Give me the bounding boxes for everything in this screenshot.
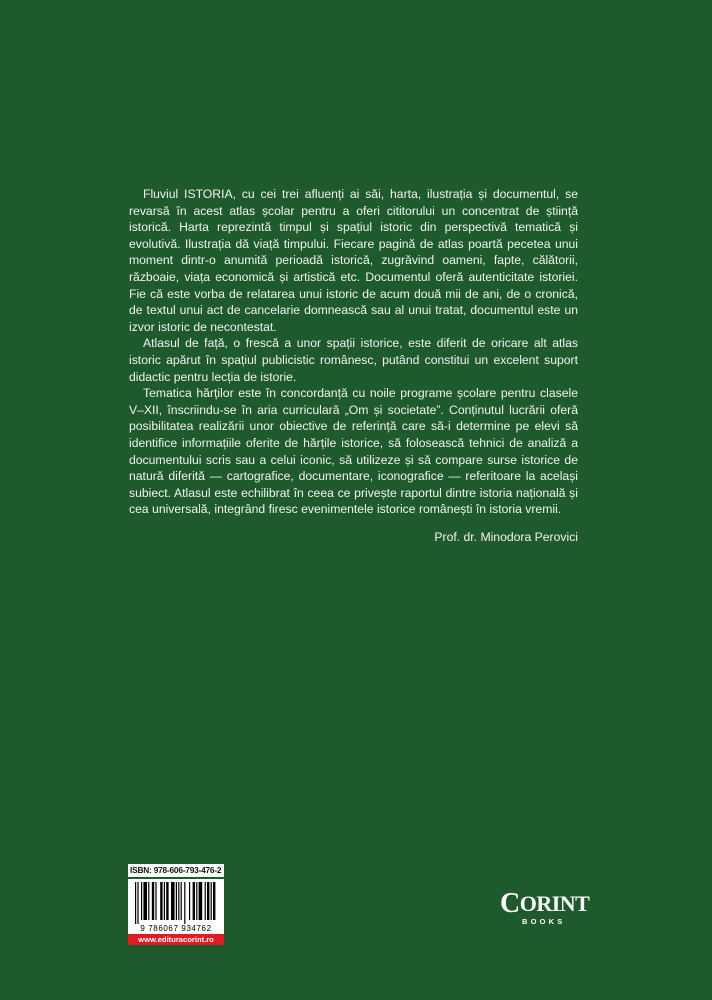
barcode-bar xyxy=(199,882,203,920)
barcode-bar xyxy=(178,882,179,920)
barcode-bar xyxy=(193,882,195,920)
logo-initial: C xyxy=(500,888,520,919)
barcode-bar xyxy=(211,882,212,920)
barcode-bars-icon xyxy=(128,879,224,925)
logo-subtitle: BOOKS xyxy=(522,917,566,926)
barcode-bar xyxy=(166,882,168,920)
barcode-bar xyxy=(189,882,190,920)
paragraph-atlas: Atlasul de față, o frescă a unor spații istorice, este diferit de oricare alt atlas istoric apărut în spațiul publicistic românesc, putând constitui un excelent suport didactic pentru lecția de istorie. xyxy=(129,336,578,384)
description-text xyxy=(129,186,578,518)
barcode-bar xyxy=(137,882,138,924)
barcode-bar xyxy=(143,882,147,920)
barcode-bar xyxy=(171,882,175,920)
barcode-digits: 9 786067 934762 xyxy=(140,924,212,933)
publisher-website-link[interactable]: www.edituracorint.ro xyxy=(128,934,224,945)
barcode-bar xyxy=(141,882,142,920)
barcode-bar xyxy=(164,882,165,920)
barcode-bar xyxy=(155,882,156,920)
paragraph-themes: Tematica hărților este în concordanță cu noile programe școlare pentru clasele V–XII, înscriindu-se în aria curriculară „Om și societate”. Conținutul lucrării oferă posibilitatea realizării unor obiective de referință care să-i determine pe elevi să identifice informațiile oferite de hărțile istorice, să folosească tehnici de analiză a documentului scris sau a celui iconic, să utilizeze și să compare surse istorice de natură diferită — cartografice, documentare, iconografice — referitoare la același subiect. Atlasul este echilibrat în ceea ce privește raportul dintre istoria națională și cea universală, integrând firesc evenimentele istorice românești în istoria vremii. xyxy=(129,386,578,517)
publisher-logo xyxy=(500,888,590,934)
barcode-bar xyxy=(181,882,182,920)
barcode-bar xyxy=(213,882,215,920)
barcode-bar xyxy=(184,882,185,924)
isbn-block xyxy=(128,864,224,945)
isbn-label: ISBN: 978-606-793-476-2 xyxy=(128,864,224,877)
barcode-bar xyxy=(207,882,209,920)
logo-wordmark xyxy=(500,888,590,919)
barcode-bar xyxy=(148,882,149,920)
author-signature: Prof. dr. Minodora Perovici xyxy=(434,530,578,544)
barcode-bar xyxy=(152,882,154,920)
barcode-bar xyxy=(196,882,197,920)
barcode-bar xyxy=(160,882,162,920)
paragraph-intro: Fluviul ISTORIA, cu cei trei afluenți ai săi, harta, ilustrația și documentul, se revarsă în acest atlas școlar pentru a oferi cititorului un concentrat de știință istorică. Harta reprezintă timpul și spațiul istoric din perspectivă tematică și evolutivă. Ilustrația dă viață timpului. Fiecare pagină de atlas poartă pecetea unui moment dintr-o anumită perioadă istorică, zugrăvind oameni, fapte, călătorii, războaie, viața economică și artistică etc. Documentul oferă autenticitate istoriei. Fie că este vorba de relatarea unui istoric de acum două mii de ani, de o cronică, de textul unui act de cancelarie domnească sau al unui tratat, documentul este un izvor istoric de necontestat. xyxy=(129,187,578,334)
barcode-bar xyxy=(176,882,177,920)
barcode-bar xyxy=(135,882,136,924)
barcode xyxy=(128,879,224,934)
logo-rest: ORINT xyxy=(519,891,590,916)
barcode-bar xyxy=(205,882,206,920)
